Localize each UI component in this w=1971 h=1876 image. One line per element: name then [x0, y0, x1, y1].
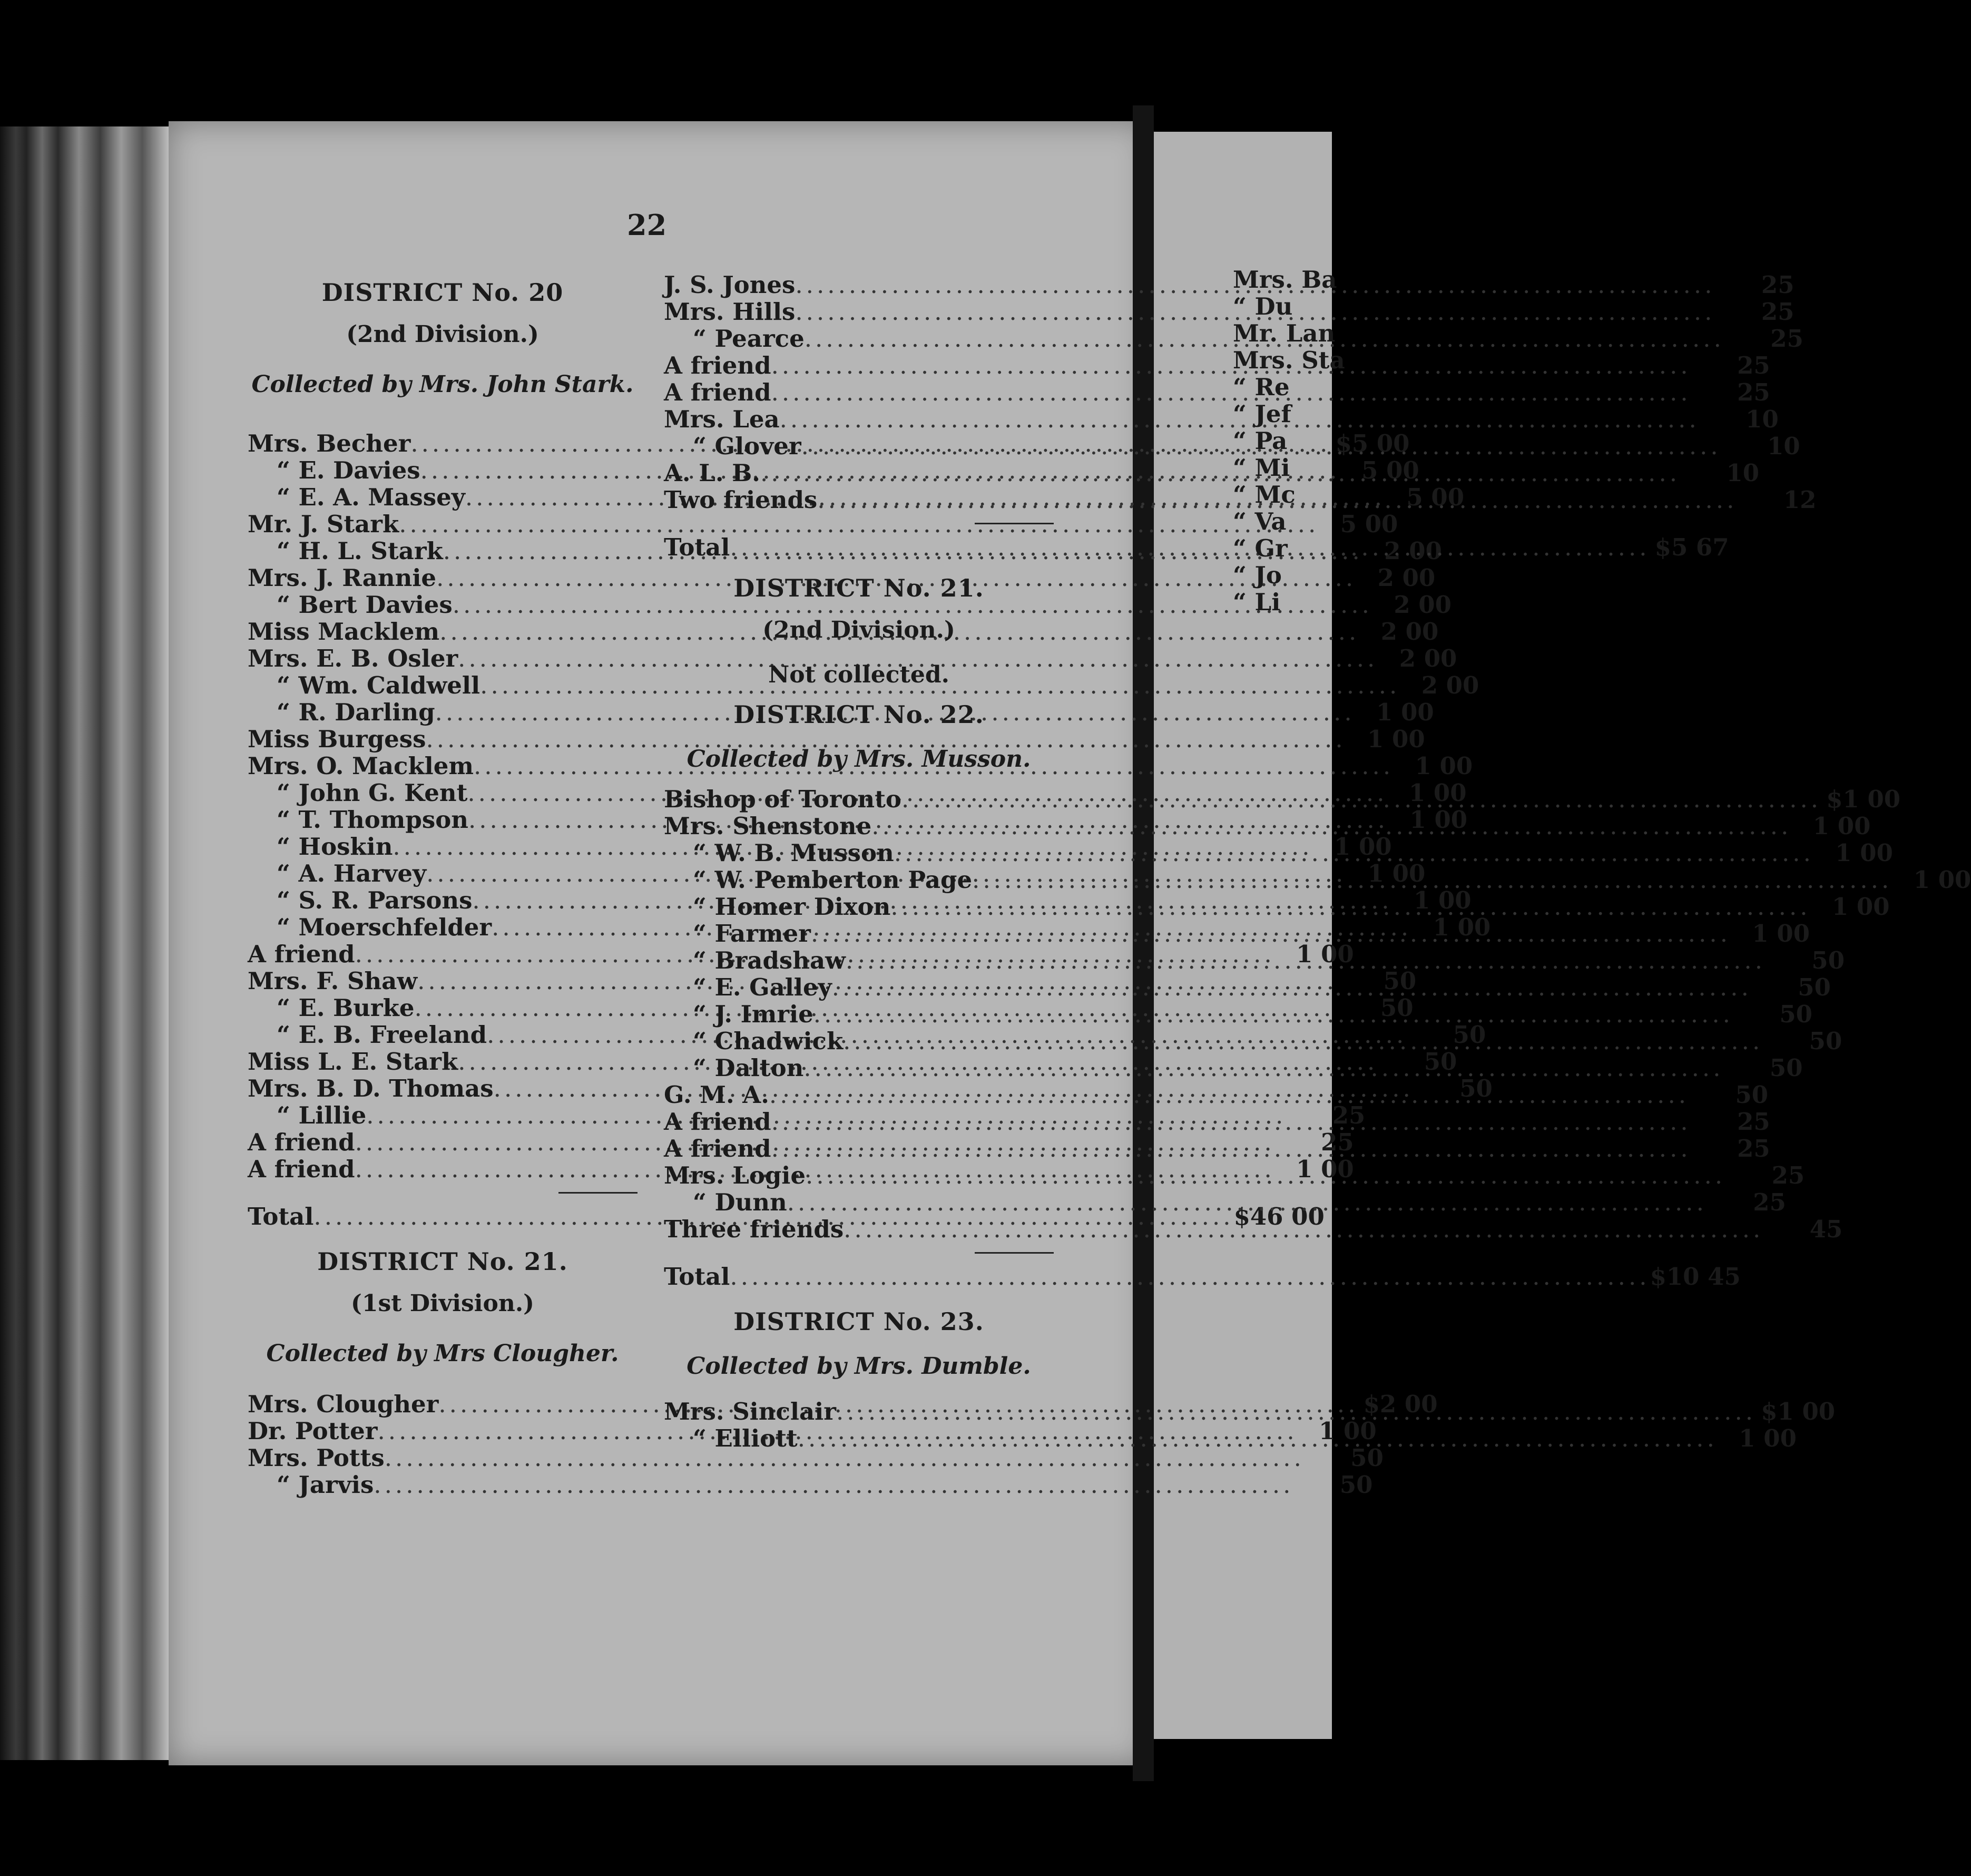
- entry-name: “ E. B. Freeland: [277, 1021, 487, 1049]
- entry-amount: 50: [1383, 967, 1417, 995]
- entry-name: Three friends: [664, 1215, 844, 1243]
- entry-amount: 12: [1783, 486, 1817, 514]
- facing-page-list: [1233, 266, 1345, 616]
- entry-name: Dr. Potter: [248, 1417, 378, 1445]
- total-label: Total: [664, 1263, 730, 1291]
- page-number: 22: [627, 208, 667, 242]
- entry-name: “ Bert Davies: [277, 591, 453, 619]
- total-rule: [558, 1192, 638, 1194]
- district-21-1-division: (1st Division.): [351, 1290, 534, 1317]
- fragment-line: “ Li: [1233, 588, 1281, 616]
- district-23-collector: Collected by Mrs. Dumble.: [687, 1353, 1031, 1380]
- fragment-line: Mr. Lan: [1233, 319, 1336, 347]
- entry-amount: 2 00: [1380, 618, 1439, 646]
- entry-amount: 50: [1380, 994, 1414, 1022]
- entry-name: “ Elliott: [693, 1424, 798, 1452]
- entry-name: A friend: [248, 1155, 355, 1183]
- entry-amount: 2 00: [1399, 644, 1457, 672]
- entry-amount: 5 00: [1340, 510, 1398, 538]
- entry-name: “ H. L. Stark: [277, 537, 443, 565]
- district-22-collector: Collected by Mrs. Musson.: [687, 746, 1031, 773]
- entry-row: [664, 866, 1971, 894]
- entry-name: “ Hoskin: [277, 833, 393, 861]
- entry-amount: 1 00: [1913, 866, 1971, 894]
- district-22-total-row: [664, 1261, 1741, 1293]
- entry-name: “ Farmer: [693, 920, 811, 947]
- total-label: Total: [248, 1203, 314, 1230]
- entry-name: A friend: [664, 351, 771, 379]
- entry-row: [664, 1000, 1812, 1028]
- entry-amount: 50: [1735, 1081, 1769, 1109]
- entry-amount: 25: [1770, 325, 1803, 353]
- entry-name: “ W. B. Musson: [693, 839, 894, 867]
- entry-row: [664, 1188, 1786, 1216]
- entry-name: “ Pearce: [693, 325, 805, 353]
- entry-name: Two friends: [664, 486, 818, 514]
- entry-row: [248, 1444, 1384, 1472]
- fragment-line: “ Mi: [1233, 454, 1290, 482]
- fragment-line: “ Va: [1233, 507, 1287, 535]
- entry-amount: 50: [1453, 1021, 1486, 1049]
- entry-name: Mrs. Sinclair: [664, 1398, 836, 1425]
- entry-row: [664, 785, 1901, 813]
- total-amount: $5 67: [1654, 533, 1729, 561]
- entry-amount: 1 00: [1835, 839, 1893, 867]
- entry-amount: 50: [1809, 1027, 1842, 1055]
- entry-amount: 2 00: [1377, 564, 1436, 592]
- entry-row: [664, 973, 1831, 1001]
- entry-name: Mrs. Hills: [664, 298, 796, 326]
- total-amount: $46 00: [1233, 1203, 1325, 1230]
- entry-name: “ E. Burke: [277, 994, 415, 1022]
- entry-row: [248, 644, 1457, 672]
- entry-row: [664, 1054, 1803, 1082]
- entry-name: “ J. Imrie: [693, 1000, 813, 1028]
- entry-amount: 25: [1332, 1101, 1366, 1129]
- entry-name: A friend: [248, 940, 355, 968]
- entry-amount: $1 00: [1826, 785, 1901, 813]
- entry-amount: 25: [1753, 1188, 1786, 1216]
- facing-page-fragment: [1233, 266, 1345, 616]
- entry-name: “ W. Pemberton Page: [693, 866, 973, 894]
- entry-amount: 2 00: [1384, 537, 1442, 565]
- entry-name: Mrs. Logie: [664, 1161, 806, 1189]
- entry-name: “ S. R. Parsons: [277, 886, 473, 914]
- entry-name: “ Wm. Caldwell: [277, 671, 481, 699]
- entry-amount: 10: [1726, 459, 1760, 487]
- entry-amount: 1 00: [1367, 859, 1426, 887]
- entry-name: “ Glover: [693, 432, 801, 460]
- entry-name: A friend: [664, 378, 771, 406]
- entry-amount: 50: [1350, 1444, 1384, 1472]
- entry-amount: 2 00: [1421, 671, 1479, 699]
- entry-amount: 25: [1321, 1128, 1354, 1156]
- entry-name: “ R. Darling: [277, 698, 435, 726]
- entry-amount: 5 00: [1361, 456, 1419, 484]
- entry-name: “ Chadwick: [693, 1027, 844, 1055]
- entry-row: [664, 1027, 1842, 1055]
- entry-amount: 5 00: [1406, 483, 1465, 511]
- entry-name: A friend: [664, 1135, 771, 1162]
- entry-amount: 25: [1761, 298, 1795, 326]
- entry-name: Mrs. J. Rannie: [248, 564, 437, 592]
- fragment-line: Mrs. Ba: [1233, 266, 1337, 294]
- entry-name: Mrs. B. D. Thomas: [248, 1074, 494, 1102]
- entry-amount: 1 00: [1409, 806, 1468, 834]
- entry-amount: 1 00: [1319, 1417, 1377, 1445]
- entry-name: A friend: [664, 1108, 771, 1136]
- entry-name: “ Homer Dixon: [693, 893, 891, 921]
- entry-name: Mrs. Lea: [664, 405, 780, 433]
- fragment-line: “ Du: [1233, 292, 1293, 320]
- fragment-line: “ Jo: [1233, 561, 1282, 589]
- entry-amount: 1 00: [1408, 779, 1467, 807]
- entry-amount: 45: [1809, 1215, 1843, 1243]
- entry-name: Miss Macklem: [248, 618, 440, 646]
- entry-row: [664, 1424, 1797, 1452]
- entry-amount: 50: [1424, 1048, 1457, 1076]
- district-22-heading: DISTRICT No. 22.: [733, 700, 984, 729]
- total-amount: $10 45: [1650, 1263, 1741, 1291]
- entry-amount: 25: [1737, 378, 1770, 406]
- entry-row: [664, 1081, 1769, 1109]
- book-spine: [0, 126, 174, 1760]
- total-rule: [975, 1252, 1054, 1254]
- entry-name: “ A. Harvey: [277, 859, 427, 887]
- entry-name: “ E. Davies: [277, 456, 420, 484]
- entry-name: Bishop of Toronto: [664, 785, 901, 813]
- entry-name: J. S. Jones: [664, 271, 796, 299]
- entry-amount: 10: [1746, 405, 1779, 433]
- entry-row: [664, 893, 1890, 921]
- total-rule: [975, 523, 1054, 524]
- entry-amount: 1 00: [1433, 913, 1491, 941]
- fragment-line: “ Mc: [1233, 481, 1296, 509]
- district-23-heading: DISTRICT No. 23.: [733, 1307, 984, 1336]
- entry-name: “ E. Galley: [693, 973, 832, 1001]
- entry-name: Mrs. Shenstone: [664, 812, 872, 840]
- entry-amount: 1 00: [1415, 752, 1473, 780]
- entry-amount: 50: [1798, 973, 1831, 1001]
- entry-name: “ Bradshaw: [693, 946, 846, 974]
- district-21-2-division: (2nd Division.): [762, 617, 955, 643]
- entry-row: [248, 725, 1425, 753]
- district-21-2-note: Not collected.: [768, 661, 949, 688]
- district-20-collector: Collected by Mrs. John Stark.: [251, 371, 634, 398]
- entry-amount: 25: [1771, 1161, 1805, 1189]
- entry-row: [664, 839, 1893, 867]
- district-21-2-heading: DISTRICT No. 21.: [733, 574, 984, 602]
- entry-amount: 1 00: [1376, 698, 1434, 726]
- entry-amount: 50: [1811, 946, 1845, 974]
- entry-row: [664, 1135, 1770, 1162]
- fragment-line: “ Pa: [1233, 427, 1288, 455]
- entry-name: “ Dalton: [693, 1054, 804, 1082]
- entry-amount: 25: [1761, 271, 1795, 299]
- entry-amount: 50: [1779, 1000, 1812, 1028]
- district-20-heading: DISTRICT No. 20: [321, 278, 564, 307]
- entry-name: Mrs. F. Shaw: [248, 967, 418, 995]
- entry-amount: 50: [1769, 1054, 1803, 1082]
- entry-amount: 25: [1737, 1108, 1770, 1136]
- entry-amount: $2 00: [1363, 1390, 1438, 1418]
- entry-row: [664, 1108, 1770, 1136]
- district-20-division: (2nd Division.): [346, 321, 539, 348]
- entry-amount: 1 00: [1752, 920, 1810, 947]
- entry-amount: 1 00: [1296, 940, 1354, 968]
- entry-amount: 25: [1737, 351, 1770, 379]
- entry-name: G. M. A.: [664, 1081, 769, 1109]
- entry-amount: 1 00: [1739, 1424, 1797, 1452]
- district-21-1-heading: DISTRICT No. 21.: [317, 1247, 568, 1276]
- entry-amount: 25: [1737, 1135, 1770, 1162]
- entry-amount: 50: [1339, 1471, 1373, 1499]
- entry-name: Mrs. Clougher: [248, 1390, 439, 1418]
- fragment-line: “ Gr: [1233, 534, 1288, 562]
- entry-name: Mrs. E. B. Osler: [248, 644, 458, 672]
- entry-name: Miss L. E. Stark: [248, 1048, 458, 1076]
- entry-amount: 1 00: [1333, 833, 1392, 861]
- entry-name: “ E. A. Massey: [277, 483, 465, 511]
- entry-row: [664, 812, 1871, 840]
- entry-row: [664, 920, 1810, 947]
- entry-name: Miss Burgess: [248, 725, 426, 753]
- entry-name: “ Moerschfelder: [277, 913, 492, 941]
- entry-name: Mr. J. Stark: [248, 510, 399, 538]
- entry-row: [248, 1128, 1354, 1156]
- entry-amount: $5 00: [1335, 429, 1410, 457]
- entry-amount: 2 00: [1394, 591, 1452, 619]
- entry-amount: 1 00: [1831, 893, 1890, 921]
- fragment-line: Mrs. Sta: [1233, 346, 1345, 374]
- entry-name: Mrs. Potts: [248, 1444, 385, 1472]
- entry-name: Mrs. O. Macklem: [248, 752, 474, 780]
- fragment-line: “ Re: [1233, 373, 1290, 401]
- entry-name: A friend: [248, 1128, 355, 1156]
- entry-row: [248, 1471, 1373, 1499]
- district-21-1-collector: Collected by Mrs Clougher.: [266, 1340, 619, 1367]
- entry-amount: 1 00: [1296, 1155, 1354, 1183]
- entry-amount: 10: [1767, 432, 1800, 460]
- fragment-line: “ Jef: [1233, 400, 1291, 428]
- entry-name: Mrs. Becher: [248, 429, 411, 457]
- entry-amount: 1 00: [1367, 725, 1425, 753]
- entry-amount: $1 00: [1761, 1398, 1836, 1425]
- entry-amount: 50: [1459, 1074, 1493, 1102]
- entry-name: “ T. Thompson: [277, 806, 468, 834]
- entry-name: “ John G. Kent: [277, 779, 468, 807]
- entry-name: “ Jarvis: [277, 1471, 374, 1499]
- entry-amount: 1 00: [1812, 812, 1871, 840]
- entry-amount: 1 00: [1413, 886, 1472, 914]
- total-label: Total: [664, 533, 730, 561]
- entry-name: A. L. B.: [664, 459, 760, 487]
- entry-name: “ Dunn: [693, 1188, 787, 1216]
- entry-name: “ Lillie: [277, 1101, 367, 1129]
